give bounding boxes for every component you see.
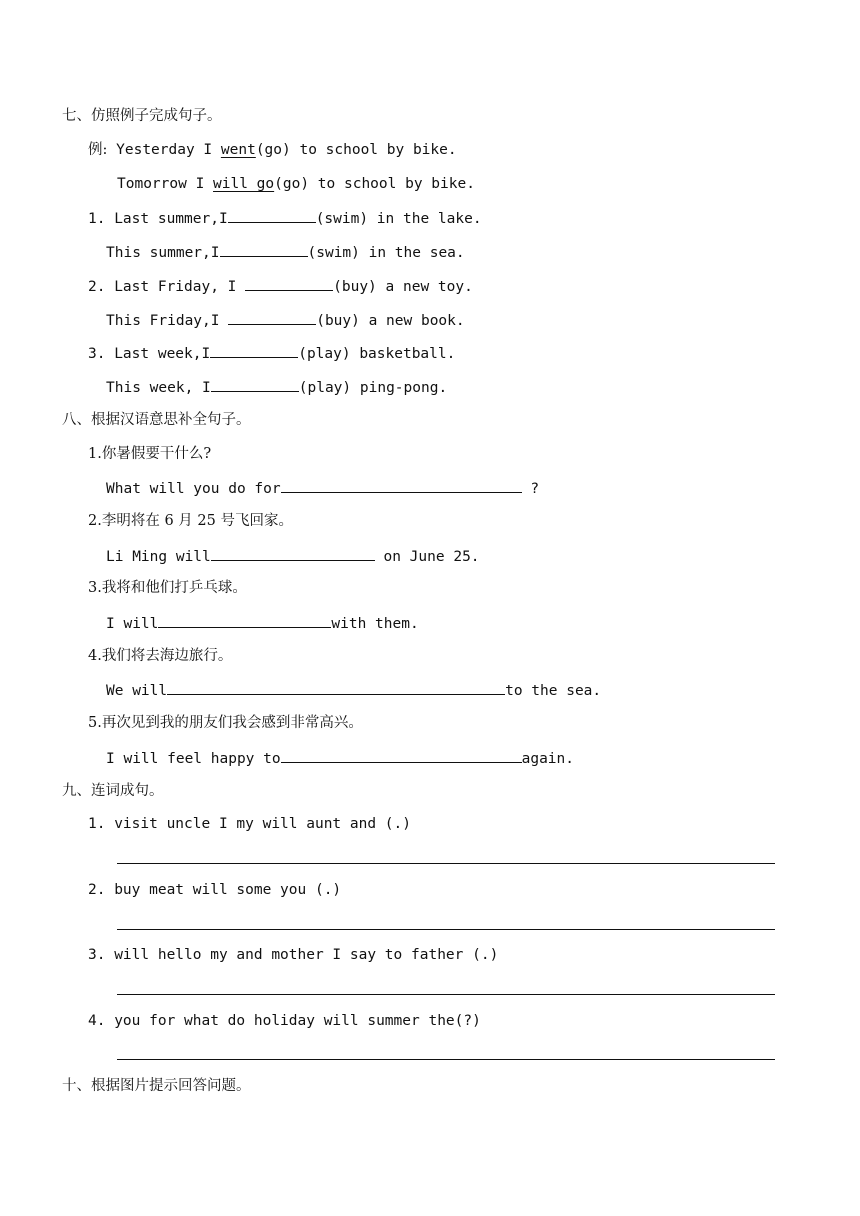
s7-item-3-a-pre: 3. Last week,I — [88, 346, 211, 362]
answer-blank[interactable] — [167, 680, 505, 695]
example-1-answer: went — [220, 142, 256, 158]
s8-item-5-chinese: 5.再次见到我的朋友们我会感到非常高兴。 — [88, 715, 363, 731]
s8-item-1-pre: What will you do for — [106, 481, 281, 497]
s8-item-3-english — [106, 613, 419, 633]
answer-line[interactable] — [117, 1059, 775, 1060]
s9-item-2: 2. buy meat will some you (.) — [88, 882, 342, 898]
s7-item-1-b-post: (swim) in the sea. — [307, 245, 465, 261]
example-1-post: (go) to school by bike. — [255, 142, 457, 158]
s8-item-2-chinese: 2.李明将在 6 月 25 号飞回家。 — [88, 513, 293, 529]
answer-blank[interactable] — [228, 310, 316, 325]
s7-item-1-b-pre: This summer,I — [106, 245, 220, 261]
example-2-answer: will go — [213, 176, 275, 192]
s7-item-1-b — [106, 242, 465, 262]
s8-item-5-english — [106, 748, 574, 768]
answer-blank[interactable] — [220, 242, 308, 257]
s7-item-2-b-post: (buy) a new book. — [316, 313, 465, 329]
s7-item-2-b-pre: This Friday,I — [106, 313, 229, 329]
s7-item-2-a-post: (buy) a new toy. — [333, 279, 473, 295]
s9-item-3: 3. will hello my and mother I say to father (.) — [88, 947, 499, 963]
s8-item-5-post: again. — [521, 751, 574, 767]
s8-item-2-pre: Li Ming will — [106, 549, 211, 565]
answer-blank[interactable] — [210, 343, 298, 358]
s7-item-1-a — [88, 208, 482, 228]
s8-item-2-english — [106, 546, 480, 566]
s8-item-3-chinese: 3.我将和他们打乒乓球。 — [88, 580, 247, 596]
s7-item-3-a-post: (play) basketball. — [298, 346, 456, 362]
answer-blank[interactable] — [211, 546, 375, 561]
s7-item-2-a — [88, 276, 473, 296]
example-2-pre: Tomorrow I — [117, 176, 214, 192]
s8-item-4-post: to the sea. — [505, 683, 602, 699]
answer-blank[interactable] — [281, 748, 522, 763]
section-9-heading: 九、连词成句。 — [62, 783, 164, 799]
section-7-heading: 七、仿照例子完成句子。 — [62, 108, 222, 124]
s8-item-3-pre: I will — [106, 616, 159, 632]
answer-blank[interactable] — [281, 478, 522, 493]
example-2-post: (go) to school by bike. — [274, 176, 475, 192]
s8-item-4-pre: We will — [106, 683, 168, 699]
s7-item-2-a-pre: 2. Last Friday, I — [88, 279, 246, 295]
s7-item-2-b — [106, 310, 465, 330]
s7-item-1-a-post: (swim) in the lake. — [315, 211, 482, 227]
s7-item-3-b — [106, 377, 447, 397]
s7-item-3-b-pre: This week, I — [106, 380, 211, 396]
s7-item-3-a — [88, 343, 455, 363]
s8-item-4-english — [106, 680, 601, 700]
section-10-heading: 十、根据图片提示回答问题。 — [62, 1078, 251, 1094]
s7-item-3-b-post: (play) ping-pong. — [298, 380, 448, 396]
answer-blank[interactable] — [211, 377, 299, 392]
answer-line[interactable] — [117, 929, 775, 930]
example-line-1 — [88, 141, 457, 159]
answer-blank[interactable] — [228, 208, 316, 223]
answer-blank[interactable] — [245, 276, 333, 291]
example-label: 例: — [88, 142, 108, 158]
answer-blank[interactable] — [158, 613, 331, 628]
s8-item-4-chinese: 4.我们将去海边旅行。 — [88, 648, 233, 664]
example-1-pre: Yesterday I — [116, 142, 221, 158]
s8-item-5-pre: I will feel happy to — [106, 751, 281, 767]
s8-item-2-post: on June 25. — [374, 549, 480, 565]
s8-item-1-chinese: 1.你暑假要干什么? — [88, 446, 212, 462]
section-8-heading: 八、根据汉语意思补全句子。 — [62, 412, 251, 428]
example-line-2 — [117, 175, 475, 193]
s8-item-3-post: with them. — [331, 616, 419, 632]
s8-item-1-post: ? — [521, 481, 540, 497]
s9-item-4: 4. you for what do holiday will summer the(?) — [88, 1013, 481, 1029]
s7-item-1-a-pre: 1. Last summer,I — [88, 211, 228, 227]
answer-line[interactable] — [117, 863, 775, 864]
s8-item-1-english — [106, 478, 539, 498]
s9-item-1: 1. visit uncle I my will aunt and (.) — [88, 816, 412, 832]
answer-line[interactable] — [117, 994, 775, 995]
